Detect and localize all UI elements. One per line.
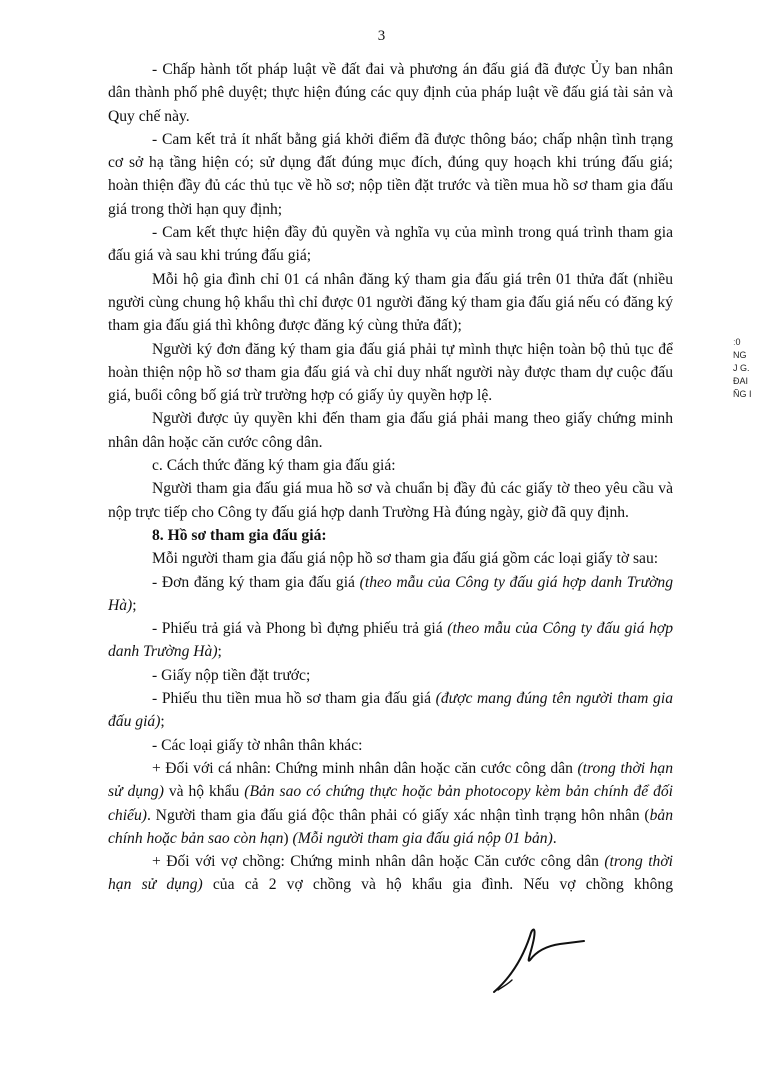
text-run: ) bbox=[283, 829, 293, 847]
text-run: (Mỗi người tham gia đấu giá nộp 01 bản) bbox=[292, 829, 553, 847]
stamp-text: ÑG I bbox=[733, 389, 752, 399]
signature-icon bbox=[490, 920, 600, 1000]
paragraph bbox=[108, 128, 673, 221]
text-run: (được mang đúng tên người tham gia đấu giá) bbox=[108, 690, 673, 731]
paragraph bbox=[108, 687, 673, 734]
text-run: Mỗi người tham gia đấu giá nộp hồ sơ tham gia đấu giá gồm các loại giấy tờ sau: bbox=[152, 550, 659, 568]
stamp-text: ː0 bbox=[733, 337, 741, 347]
text-run: bản chính hoặc bản sao còn hạn bbox=[108, 806, 673, 847]
paragraph bbox=[108, 850, 673, 897]
paragraph bbox=[108, 477, 673, 524]
text-run: (Bản sao có chứng thực hoặc bản photocopy kèm bản chính để đối chiếu) bbox=[108, 783, 673, 824]
paragraph bbox=[108, 734, 673, 757]
text-run: - Cam kết thực hiện đầy đủ quyền và nghĩa vụ của mình trong quá trình tham gia đấu giá và sau khi trúng đấu giá; bbox=[108, 224, 673, 265]
paragraph bbox=[108, 268, 673, 338]
text-run: Mỗi hộ gia đình chỉ 01 cá nhân đăng ký tham gia đấu giá trên 01 thửa đất (nhiều người cùng chung hộ khẩu thì chỉ được 01 người đăng ký tham gia đấu giá nếu có đăng ký tham gia đấu giá thì không được đăng ký cùng thửa đất); bbox=[108, 270, 674, 335]
text-run: (theo mẫu của Công ty đấu giá hợp danh Trường Hà) bbox=[108, 573, 673, 614]
text-run: - Đơn đăng ký tham gia đấu giá bbox=[152, 573, 360, 591]
text-run: + Đối với vợ chồng: Chứng minh nhân dân hoặc Căn cước công dân bbox=[152, 853, 605, 871]
paragraph bbox=[108, 338, 673, 408]
stamp-fragment bbox=[733, 336, 763, 401]
text-run: (trong thời hạn sử dụng) bbox=[108, 759, 673, 801]
text-run: - Các loại giấy tờ nhân thân khác: bbox=[152, 736, 363, 754]
page-number: 3 bbox=[377, 28, 386, 44]
text-run: (theo mẫu của Công ty đấu giá hợp danh Trường Hà) bbox=[108, 620, 673, 661]
paragraph bbox=[108, 58, 673, 128]
paragraph bbox=[108, 617, 673, 664]
paragraph bbox=[108, 524, 673, 547]
paragraph bbox=[108, 757, 673, 850]
text-run: - Cam kết trả ít nhất bằng giá khởi điểm đã được thông báo; chấp nhận tình trạng cơ sở hạ tầng hiện có; sử dụng đất đúng mục đích, đúng quy hoạch khi trúng đấu giá; hoàn thiện đầy đủ các thủ tục về hồ sơ; nộp tiền đặt trước và tiền mua hồ sơ tham gia đấu giá trong thời hạn quy định; bbox=[108, 130, 673, 218]
text-run: . Người tham gia đấu giá độc thân phải có giấy xác nhận tình trạng hôn nhân ( bbox=[146, 806, 650, 824]
text-run: c. Cách thức đăng ký tham gia đấu giá: bbox=[152, 457, 396, 475]
text-run: và hộ khẩu bbox=[163, 783, 245, 801]
text-run: - Giấy nộp tiền đặt trước; bbox=[152, 666, 311, 684]
paragraph bbox=[108, 571, 673, 618]
text-run: Người được ủy quyền khi đến tham gia đấu giá phải mang theo giấy chứng minh nhân dân hoặc căn cước công dân. bbox=[108, 410, 673, 451]
document-body bbox=[108, 58, 673, 897]
text-run: của cả 2 vợ chồng và hộ khẩu gia đình. Nếu vợ chồng không bbox=[202, 876, 673, 894]
stamp-text: ĐAI bbox=[733, 376, 749, 386]
paragraph bbox=[108, 407, 673, 454]
text-run: Người ký đơn đăng ký tham gia đấu giá phải tự mình thực hiện toàn bộ thủ tục để hoàn thiện nộp hồ sơ tham gia đấu giá và chỉ duy nhất người này được tham dự cuộc đấu giá, buổi công bố giá trừ trường hợp có giấy ủy quyền hợp lệ. bbox=[108, 340, 673, 405]
text-run: Người tham gia đấu giá mua hồ sơ và chuẩn bị đầy đủ các giấy tờ theo yêu cầu và nộp trực tiếp cho Công ty đấu giá hợp danh Trường Hà đúng ngày, giờ đã quy định. bbox=[108, 480, 673, 521]
text-run: - Chấp hành tốt pháp luật về đất đai và phương án đấu giá đã được Ủy ban nhân dân thành phố phê duyệt; thực hiện đúng các quy định của pháp luật về đấu giá tài sản và Quy chế này. bbox=[108, 61, 673, 125]
stamp-text: J G. bbox=[733, 363, 750, 373]
text-run: (trong thời hạn sử dụng) bbox=[108, 853, 673, 894]
text-run: ; bbox=[217, 643, 222, 661]
text-run: - Phiếu thu tiền mua hồ sơ tham gia đấu giá bbox=[152, 690, 436, 708]
text-run: . bbox=[552, 829, 557, 847]
paragraph bbox=[108, 454, 673, 477]
stamp-text: NG bbox=[733, 350, 747, 360]
paragraph bbox=[108, 664, 673, 687]
text-run: + Đối với cá nhân: Chứng minh nhân dân hoặc căn cước công dân bbox=[152, 759, 578, 777]
text-run: ; bbox=[160, 713, 165, 731]
paragraph bbox=[108, 547, 673, 570]
text-run: - Phiếu trả giá và Phong bì đựng phiếu trả giá bbox=[152, 620, 448, 638]
text-run: 8. Hồ sơ tham gia đấu giá: bbox=[152, 526, 327, 544]
text-run: ; bbox=[132, 596, 137, 614]
paragraph bbox=[108, 221, 673, 268]
